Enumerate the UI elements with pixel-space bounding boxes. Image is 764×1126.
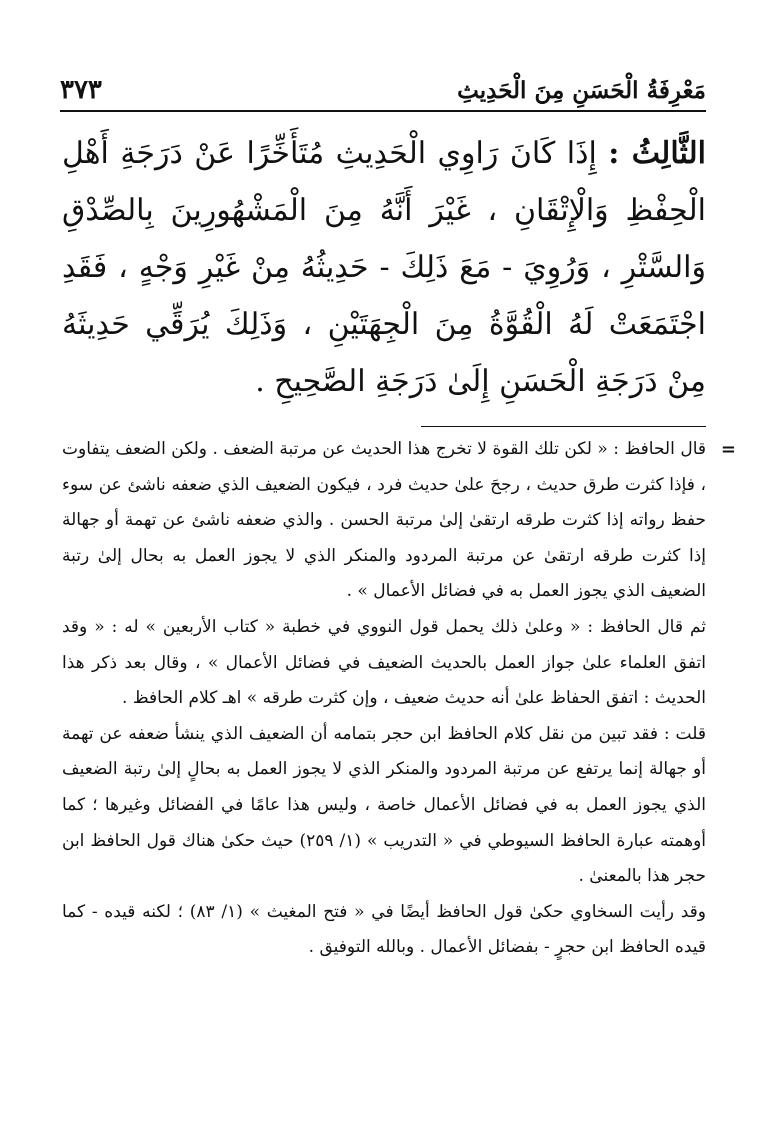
footnote-paragraph: قلت : فقد تبين من نقل كلام الحافظ ابن حجر بتمامه أن الضعيف الذي ينشأ ضعفه عن تهمة أو جهالة إنما يرتفع عن مرتبة المردود والمنكر الذي لا يجوز العمل به بحالٍ إلىٰ رتبة الضعيف الذي يجوز العمل به في فضائل الأعمال خاصة ، وليس هذا عامًا في الفضائل وغيرها ؛ كما أوهمته عبارة الحافظ السيوطي في « التدريب » (١/ ٢٥٩) حيث حكىٰ هناك قول الحافظ ابن حجر هذا بالمعنىٰ . xyxy=(62,723,706,887)
footnotes xyxy=(62,432,736,966)
page-header xyxy=(60,70,706,110)
footnote-separator xyxy=(421,426,706,427)
main-text-body: إِذَا كَانَ رَاوِي الْحَدِيثِ مُتَأَخِّرًا عَنْ دَرَجَةِ أَهْلِ الْحِفْظِ وَالْإِتْقَانِ ، غَيْرَ أَنَّهُ مِنَ الْمَشْهُورِينَ بِالصِّدْقِ وَالسَّتْرِ ، وَرُوِيَ - مَعَ ذَلِكَ - حَدِيثُهُ مِنْ غَيْرِ وَجْهٍ ، فَقَدِ اجْتَمَعَتْ لَهُ الْقُوَّةُ مِنَ الْجِهَتَيْنِ ، وَذَلِكَ يُرَقِّي حَدِيثَهُ مِنْ دَرَجَةِ الْحَسَنِ إِلَىٰ دَرَجَةِ الصَّحِيحِ . xyxy=(62,136,706,399)
footnote-paragraph: ثم قال الحافظ : « وعلىٰ ذلك يحمل قول النووي في خطبة « كتاب الأربعين » له : « وقد اتفق العلماء علىٰ جواز العمل بالحديث الضعيف في فضائل الأعمال » ، وقال بعد ذكر هذا الحديث : اتفق الحفاظ علىٰ أنه حديث ضعيف ، وإن كثرت طرقه » اهـ كلام الحافظ . xyxy=(62,616,706,709)
page-number: ٣٧٣ xyxy=(60,75,102,105)
header-rule xyxy=(60,110,706,112)
footnote-continuation-mark: = xyxy=(720,439,736,460)
running-title: مَعْرِفَةُ الْحَسَنِ مِنَ الْحَدِيثِ xyxy=(457,76,706,104)
footnote-paragraph: وقد رأيت السخاوي حكىٰ قول الحافظ أيضًا في « فتح المغيث » (١/ ٨٣) ؛ لكنه قيده - كما قيده الحافظ ابن حجرٍ - بفضائل الأعمال . وبالله التوفيق . xyxy=(62,901,706,958)
footnote-paragraph: قال الحافظ : « لكن تلك القوة لا تخرج هذا الحديث عن مرتبة الضعف . ولكن الضعف يتفاوت ، فإذا كثرت طرق حديث ، رجحَ علىٰ حديث فرد ، فيكون الضعيف الذي ضعفه ناشئ عن سوء حفظ رواته إذا كثرت طرقه ارتقىٰ إلىٰ مرتبة الحسن . والذي ضعفه ناشئ عن تهمة أو جهالة إذا كثرت طرقه ارتقىٰ عن مرتبة المردود والمنكر الذي لا يجوز العمل به بحال إلىٰ رتبة الضعيف الذي يجوز العمل به في فضائل الأعمال » . xyxy=(62,439,706,602)
main-text xyxy=(62,125,706,410)
main-text-lead: الثَّالِثُ : xyxy=(608,136,706,171)
